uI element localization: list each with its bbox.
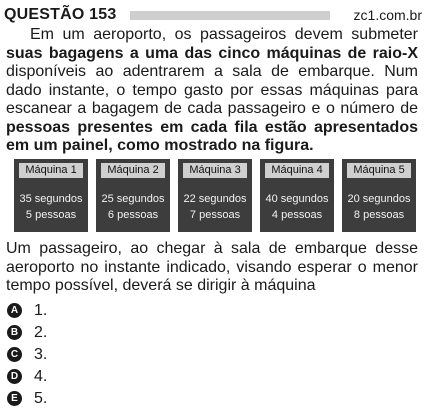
machine-2	[96, 159, 170, 232]
machine-time: 22 segundos	[183, 193, 247, 205]
option-letter-badge: B	[7, 325, 22, 340]
statement-part-1: Em um aeroporto, os passageiros devem submeter	[30, 26, 418, 43]
site-name: zc1.com.br	[353, 7, 422, 23]
option-letter-badge: C	[7, 347, 22, 362]
machine-4	[260, 159, 334, 232]
machine-time: 35 segundos	[19, 193, 83, 205]
machine-5	[342, 159, 416, 232]
option-text: 1.	[34, 302, 48, 319]
machine-title: Máquina 4	[265, 163, 329, 178]
machine-title: Máquina 5	[347, 163, 411, 178]
statement-part-4: pessoas presentes em cada fila estão apresentados em um painel, como mostrado na figura.	[6, 118, 418, 154]
question-statement	[6, 26, 418, 156]
option-letter-badge: D	[7, 369, 22, 384]
header-bar	[130, 11, 330, 20]
machine-title: Máquina 2	[101, 163, 165, 178]
machine-people: 4 pessoas	[271, 209, 323, 221]
machine-time: 25 segundos	[101, 193, 165, 205]
machine-people: 7 pessoas	[189, 209, 241, 221]
statement-part-3: disponíveis ao adentrarem a sala de embarque. Num dado instante, o tempo gasto por essas máquinas para escanear a bagagem de cada passageiro e o número de	[6, 63, 418, 117]
statement-part-2: suas bagagens a uma das cinco máquinas de raio-X	[6, 44, 418, 62]
machines-panel	[14, 159, 414, 233]
machine-people: 6 pessoas	[107, 209, 159, 221]
option-text: 3.	[34, 346, 48, 363]
option-text: 2.	[34, 324, 48, 341]
machine-3	[178, 159, 252, 232]
machine-title: Máquina 3	[183, 163, 247, 178]
question-number: QUESTÃO 153	[4, 6, 117, 23]
question-header	[4, 5, 422, 25]
machine-people: 8 pessoas	[353, 209, 405, 221]
machine-time: 20 segundos	[347, 193, 411, 205]
machine-1	[14, 159, 88, 232]
option-letter-badge: E	[7, 391, 22, 406]
machine-people: 5 pessoas	[25, 209, 77, 221]
question-prompt: Um passageiro, ao chegar à sala de embarque desse aeroporto no instante indicado, visando esperar o menor tempo possível, deverá se dirigir à máquina	[6, 240, 418, 294]
machine-time: 40 segundos	[265, 193, 329, 205]
option-letter-badge: A	[7, 303, 22, 318]
machine-title: Máquina 1	[19, 163, 83, 178]
option-text: 5.	[34, 390, 48, 407]
option-text: 4.	[34, 368, 48, 385]
